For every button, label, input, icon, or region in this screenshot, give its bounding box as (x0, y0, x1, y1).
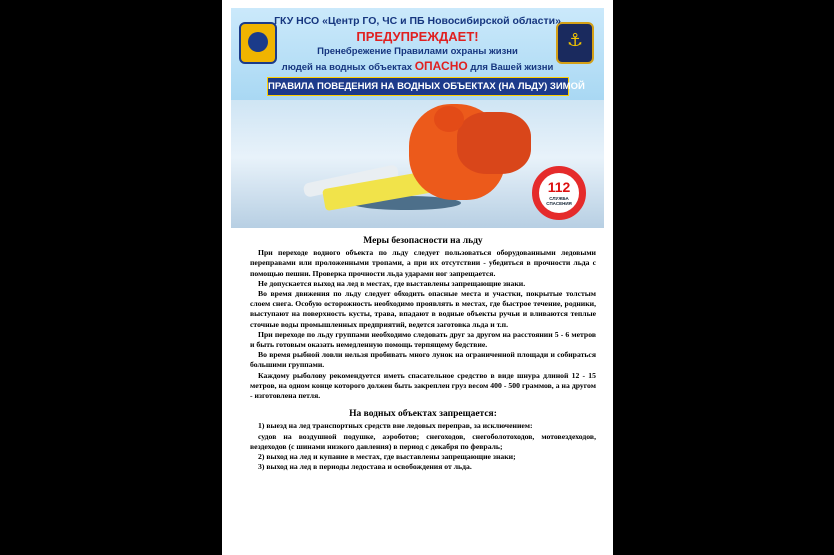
banner-danger: ОПАСНО (414, 59, 468, 73)
document-text (250, 236, 596, 472)
rescue-service-label: СЛУЖБА СПАСЕНИЯ (546, 196, 572, 206)
prohibited-item: 3) выход на лед в периоды ледостава и освобождения от льда. (258, 462, 472, 472)
prohibited-item: судов на воздушной подушке, аэроботов; снегоходов, снегоболотоходов, мотовездеходов, вездеходов (с шинами низкого давления) в период с декабря по февраль; (250, 431, 596, 451)
safety-paragraph: При переходе по льду группами необходимо следовать друг за другом на расстоянии 5 - 6 метров и быть готовым оказать немедленную помощь терпящему бедствие. (250, 329, 596, 350)
banner-warns: ПРЕДУПРЕЖДАЕТ! (356, 29, 479, 44)
banner-people-before: людей на водных объектах (281, 62, 413, 73)
prohibited-heading: На водных объектах запрещается: (349, 409, 497, 420)
banner-people-line (231, 59, 604, 73)
prohibited-item: 1) выезд на лед транспортных средств вне ледовых переправ, за исключением: (258, 421, 533, 431)
rescue-photo (231, 100, 604, 228)
banner-org-name: ГКУ НСО «Центр ГО, ЧС и ПБ Новосибирской области» (274, 15, 561, 27)
prohibited-item: 2) выход на лед и купание в местах, где выставлены запрещающие знаки; (258, 452, 516, 462)
safety-paragraph: Во время рыбной ловли нельзя пробивать много лунок на ограниченной площади и собираться большими группами. (250, 350, 596, 370)
lifebuoy-112-icon (532, 166, 586, 220)
safety-paragraph: При переходе водного объекта по льду следует пользоваться оборудованными ледовыми переправами или проложенными тропами, а при их отсутствии - убедиться в прочности льда с помощью пешни. Проверка прочности льда ударами ног запрещается. (250, 248, 596, 278)
banner-rules-title: ПРАВИЛА ПОВЕДЕНИЯ НА ВОДНЫХ ОБЪЕКТАХ (НА ЛЬДУ) ЗИМОЙ (267, 77, 569, 96)
safety-paragraph: Каждому рыболову рекомендуется иметь спасательное средство в виде шнура длиной 12 - 15 метров, на одном конце которого должен быть закреплен груз весом 400 - 500 граммов, а на другом - изготовлена петля. (250, 370, 596, 401)
banner-people-after: для Вашей жизни (470, 62, 554, 73)
emergency-number: 112 (547, 179, 571, 195)
rescuer-second-figure (457, 112, 531, 174)
document-page (222, 0, 613, 555)
banner-header (231, 8, 604, 100)
warning-banner (231, 8, 604, 228)
banner-neglect: Пренебрежение Правилами охраны жизни (317, 46, 518, 57)
safety-paragraph: Во время движения по льду следует обходить опасные места и участки, покрытые толстым слоем снега. Особую осторожность необходимо проявлять в местах, где быстрое течение, родники, выступают на поверхность кусты, трава, впадают в водные объекты ручьи и вливаются теплые сточные воды промышленных предприятий, ведется заготовка льда и т.п. (250, 289, 596, 329)
rescuer-helmet (434, 106, 464, 132)
safety-heading: Меры безопасности на льду (363, 236, 483, 246)
safety-paragraph: Не допускается выход на лед в местах, где выставлены запрещающие знаки. (258, 278, 526, 288)
